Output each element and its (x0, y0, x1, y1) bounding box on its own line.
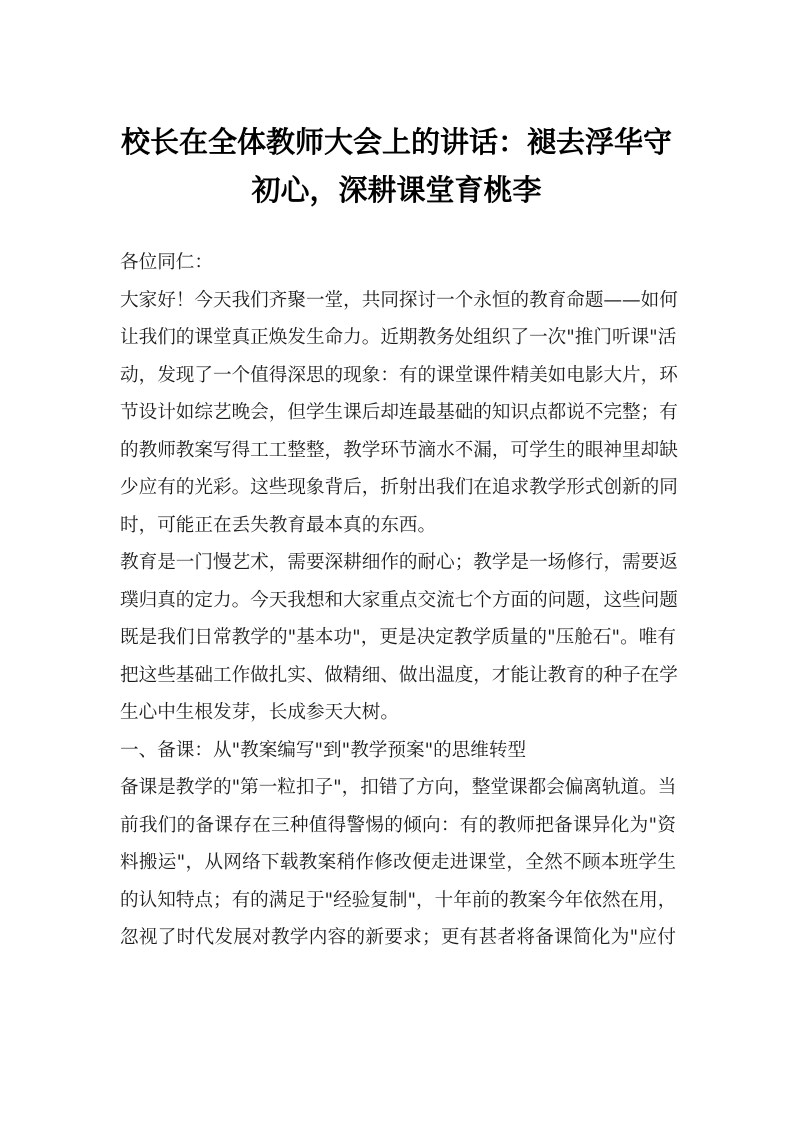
paragraph-line: 把这些基础工作做扎实、做精细、做出温度，才能让教育的种子在学 (120, 664, 678, 686)
paragraph-line: 生心中生根发芽，长成参天大树。 (120, 702, 399, 723)
paragraph-education-art (120, 548, 676, 736)
paragraph-line: 动，发现了一个值得深思的现象：有的课堂课件精美如电影大片，环 (120, 364, 678, 386)
salutation: 各位同仁： (120, 252, 213, 273)
document-body (120, 248, 676, 961)
paragraph-lesson-prep (120, 773, 676, 961)
paragraph-line: 璞归真的定力。今天我想和大家重点交流七个方面的问题，这些问题 (120, 589, 678, 611)
paragraph-line: 料搬运"，从网络下载教案稍作修改便走进课堂，全然不顾本班学生 (120, 852, 676, 873)
paragraph-line: 既是我们日常教学的"基本功"，更是决定教学质量的"压舱石"。唯有 (120, 627, 676, 648)
paragraph-line: 让我们的课堂真正焕发生命力。近期教务处组织了一次"推门听课"活 (120, 327, 677, 348)
paragraph-line: 的认知特点；有的满足于"经验复制"，十年前的教案今年依然在用， (120, 889, 677, 911)
title-line-1: 校长在全体教师大会上的讲话：褪去浮华守 (120, 125, 672, 159)
paragraph-line: 节设计如综艺晚会，但学生课后却连最基础的知识点都说不完整；有 (120, 402, 678, 423)
paragraph-line: 备课是教学的"第一粒扣子"，扣错了方向，整堂课都会偏离轨道。当 (120, 777, 677, 798)
section-heading: 一、备课：从"教案编写"到"教学预案"的思维转型 (120, 739, 527, 761)
paragraph-line: 大家好！今天我们齐聚一堂，共同探讨一个永恒的教育命题——如何 (120, 289, 678, 311)
paragraph-line: 少应有的光彩。这些现象背后，折射出我们在追求教学形式创新的同 (120, 477, 678, 498)
document-title (110, 118, 683, 214)
title-line-2: 初心，深耕课堂育桃李 (251, 173, 542, 207)
paragraph-line: 教育是一门慢艺术，需要深耕细作的耐心；教学是一场修行，需要返 (120, 552, 678, 573)
paragraph-intro (120, 286, 676, 549)
paragraph-line: 前我们的备课存在三种值得警惕的倾向：有的教师把备课异化为"资 (120, 814, 676, 836)
paragraph-line: 的教师教案写得工工整整，教学环节滴水不漏，可学生的眼神里却缺 (120, 439, 678, 461)
paragraph-line: 忽视了时代发展对教学内容的新要求；更有甚者将备课简化为"应付 (120, 927, 676, 948)
paragraph-line: 时，可能正在丢失教育最本真的东西。 (120, 514, 437, 536)
